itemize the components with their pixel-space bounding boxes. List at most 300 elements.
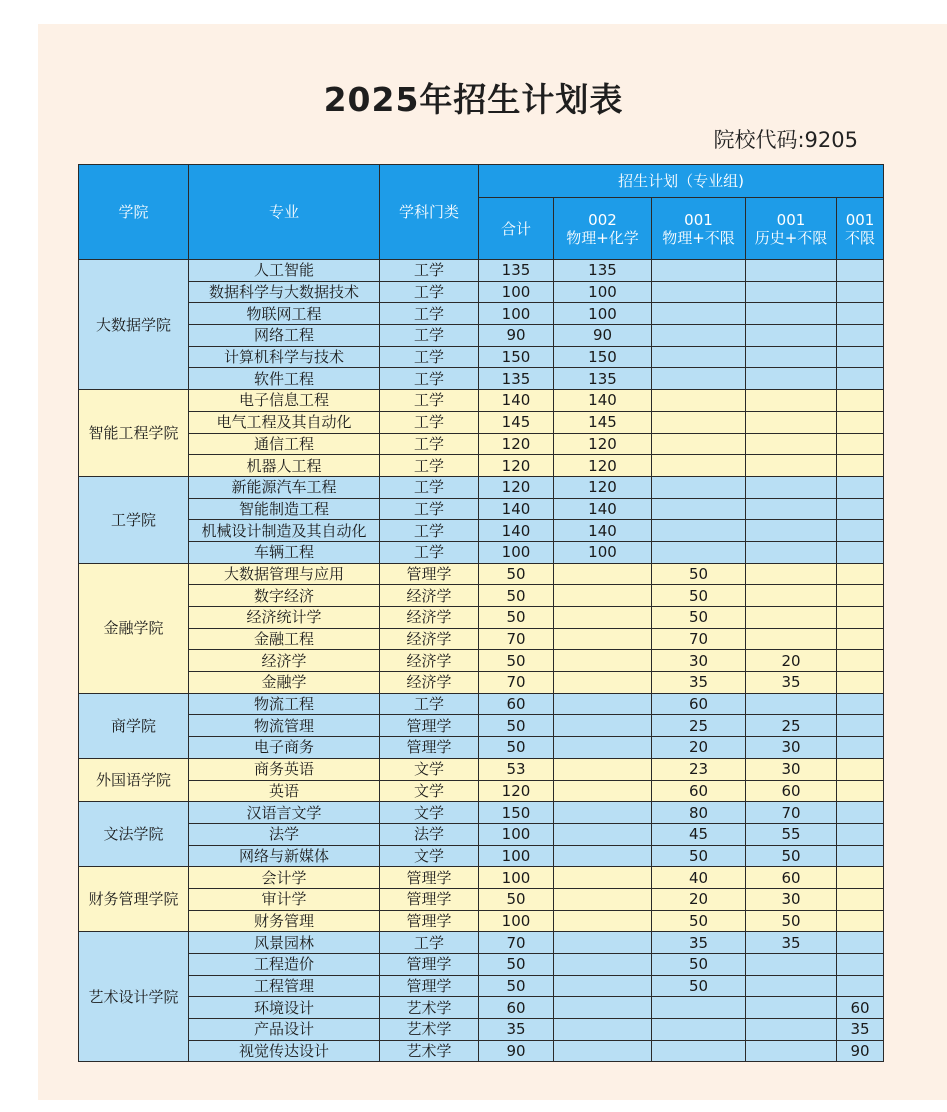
discipline-cell: 工学 — [380, 541, 479, 563]
total-cell: 140 — [479, 520, 554, 542]
group-2-cell — [652, 346, 746, 368]
group-1-cell — [554, 932, 652, 954]
total-cell: 60 — [479, 997, 554, 1019]
group-3-cell — [746, 628, 837, 650]
enrollment-plan-table — [78, 164, 884, 1062]
group-4-cell — [837, 628, 884, 650]
total-cell: 90 — [479, 325, 554, 347]
group-3-cell — [746, 281, 837, 303]
table-row — [79, 1040, 884, 1062]
college-cell: 外国语学院 — [79, 758, 189, 801]
table-row — [79, 368, 884, 390]
table-row — [79, 845, 884, 867]
discipline-cell: 艺术学 — [380, 997, 479, 1019]
group-3-cell — [746, 520, 837, 542]
group-1-cell — [554, 758, 652, 780]
group-2-cell — [652, 520, 746, 542]
total-cell: 120 — [479, 433, 554, 455]
group-2-cell — [652, 541, 746, 563]
table-row — [79, 693, 884, 715]
group-1-cell — [554, 650, 652, 672]
group-2-cell: 40 — [652, 867, 746, 889]
discipline-cell: 法学 — [380, 823, 479, 845]
group-3-cell — [746, 260, 837, 282]
group-1-cell — [554, 607, 652, 629]
group-3-cell — [746, 975, 837, 997]
discipline-cell: 工学 — [380, 411, 479, 433]
college-cell: 智能工程学院 — [79, 390, 189, 477]
total-cell: 100 — [479, 867, 554, 889]
discipline-cell: 工学 — [380, 260, 479, 282]
group-2-cell: 50 — [652, 954, 746, 976]
group-2-cell: 50 — [652, 563, 746, 585]
major-cell: 金融学 — [189, 672, 380, 694]
discipline-cell: 工学 — [380, 346, 479, 368]
total-cell: 60 — [479, 693, 554, 715]
group-1-cell: 140 — [554, 520, 652, 542]
discipline-cell: 工学 — [380, 390, 479, 412]
major-cell: 智能制造工程 — [189, 498, 380, 520]
major-cell: 电子商务 — [189, 737, 380, 759]
table-row — [79, 672, 884, 694]
header-group-3 — [746, 198, 837, 260]
group-4-cell — [837, 368, 884, 390]
group-2-cell — [652, 476, 746, 498]
major-cell: 英语 — [189, 780, 380, 802]
group-4-cell — [837, 975, 884, 997]
total-cell: 135 — [479, 368, 554, 390]
major-cell: 机器人工程 — [189, 455, 380, 477]
group-3-cell — [746, 498, 837, 520]
discipline-cell: 管理学 — [380, 737, 479, 759]
major-cell: 物联网工程 — [189, 303, 380, 325]
group-3-cell: 35 — [746, 932, 837, 954]
group-4-cell — [837, 823, 884, 845]
group-4-cell — [837, 672, 884, 694]
total-cell: 120 — [479, 476, 554, 498]
total-cell: 145 — [479, 411, 554, 433]
discipline-cell: 工学 — [380, 325, 479, 347]
total-cell: 50 — [479, 607, 554, 629]
discipline-cell: 经济学 — [380, 628, 479, 650]
group-3-cell: 25 — [746, 715, 837, 737]
group-1-cell: 135 — [554, 368, 652, 390]
total-cell: 50 — [479, 715, 554, 737]
total-cell: 50 — [479, 563, 554, 585]
group-1-cell — [554, 954, 652, 976]
total-cell: 100 — [479, 910, 554, 932]
group-3-cell: 50 — [746, 845, 837, 867]
table-row — [79, 585, 884, 607]
table-row — [79, 910, 884, 932]
group-2-cell: 25 — [652, 715, 746, 737]
major-cell: 电气工程及其自动化 — [189, 411, 380, 433]
group-1-cell: 120 — [554, 476, 652, 498]
group-1-cell — [554, 867, 652, 889]
group-3-cell — [746, 607, 837, 629]
group-2-cell — [652, 368, 746, 390]
group-2-cell: 50 — [652, 607, 746, 629]
major-cell: 网络与新媒体 — [189, 845, 380, 867]
group-3-cell — [746, 455, 837, 477]
group-2-cell — [652, 390, 746, 412]
total-cell: 120 — [479, 780, 554, 802]
discipline-cell: 文学 — [380, 758, 479, 780]
major-cell: 工程造价 — [189, 954, 380, 976]
college-cell: 艺术设计学院 — [79, 932, 189, 1062]
total-cell: 120 — [479, 455, 554, 477]
group-4-cell — [837, 498, 884, 520]
group-2-cell — [652, 281, 746, 303]
table-row — [79, 563, 884, 585]
table-row — [79, 802, 884, 824]
major-cell: 物流管理 — [189, 715, 380, 737]
group-4-cell — [837, 346, 884, 368]
table-row — [79, 607, 884, 629]
group-1-cell — [554, 737, 652, 759]
group-2-cell — [652, 325, 746, 347]
major-cell: 物流工程 — [189, 693, 380, 715]
group-2-cell: 50 — [652, 845, 746, 867]
table-row — [79, 455, 884, 477]
group-code: 001 — [776, 210, 806, 229]
major-cell: 网络工程 — [189, 325, 380, 347]
major-cell: 软件工程 — [189, 368, 380, 390]
discipline-cell: 管理学 — [380, 888, 479, 910]
group-code: 001 — [845, 210, 875, 229]
group-2-cell: 50 — [652, 975, 746, 997]
major-cell: 汉语言文学 — [189, 802, 380, 824]
group-1-cell: 120 — [554, 433, 652, 455]
total-cell: 50 — [479, 737, 554, 759]
table-row — [79, 411, 884, 433]
group-2-cell — [652, 260, 746, 282]
major-cell: 环境设计 — [189, 997, 380, 1019]
group-2-cell — [652, 411, 746, 433]
group-1-cell — [554, 628, 652, 650]
group-1-cell — [554, 975, 652, 997]
group-code: 002 — [588, 210, 617, 229]
group-1-cell: 100 — [554, 281, 652, 303]
header-major: 专业 — [189, 165, 380, 260]
major-cell: 经济统计学 — [189, 607, 380, 629]
major-cell: 产品设计 — [189, 1019, 380, 1041]
table-row — [79, 737, 884, 759]
total-cell: 53 — [479, 758, 554, 780]
group-1-cell: 140 — [554, 498, 652, 520]
group-1-cell — [554, 802, 652, 824]
header-college: 学院 — [79, 165, 189, 260]
total-cell: 140 — [479, 498, 554, 520]
group-4-cell — [837, 411, 884, 433]
group-4-cell: 60 — [837, 997, 884, 1019]
group-2-cell: 80 — [652, 802, 746, 824]
group-3-cell — [746, 433, 837, 455]
group-2-cell — [652, 303, 746, 325]
discipline-cell: 艺术学 — [380, 1019, 479, 1041]
group-4-cell — [837, 650, 884, 672]
group-3-cell: 70 — [746, 802, 837, 824]
group-2-cell: 60 — [652, 693, 746, 715]
group-4-cell — [837, 390, 884, 412]
major-cell: 人工智能 — [189, 260, 380, 282]
discipline-cell: 管理学 — [380, 715, 479, 737]
group-4-cell — [837, 433, 884, 455]
discipline-cell: 管理学 — [380, 910, 479, 932]
group-1-cell — [554, 823, 652, 845]
table-row — [79, 997, 884, 1019]
group-1-cell — [554, 1019, 652, 1041]
group-2-cell: 20 — [652, 888, 746, 910]
page-title: 2025年招生计划表 — [323, 80, 624, 119]
header-total: 合计 — [479, 198, 554, 260]
group-1-cell: 100 — [554, 303, 652, 325]
major-cell: 数据科学与大数据技术 — [189, 281, 380, 303]
group-subject: 历史+不限 — [754, 228, 828, 247]
major-cell: 工程管理 — [189, 975, 380, 997]
table-row — [79, 888, 884, 910]
total-cell: 150 — [479, 802, 554, 824]
group-2-cell — [652, 498, 746, 520]
group-2-cell: 35 — [652, 932, 746, 954]
group-2-cell: 50 — [652, 585, 746, 607]
group-3-cell: 30 — [746, 737, 837, 759]
table-row — [79, 498, 884, 520]
college-cell: 金融学院 — [79, 563, 189, 693]
group-2-cell: 60 — [652, 780, 746, 802]
group-3-cell: 30 — [746, 758, 837, 780]
discipline-cell: 工学 — [380, 368, 479, 390]
group-code: 001 — [684, 210, 713, 229]
discipline-cell: 管理学 — [380, 954, 479, 976]
group-2-cell: 35 — [652, 672, 746, 694]
group-1-cell — [554, 672, 652, 694]
group-4-cell — [837, 715, 884, 737]
discipline-cell: 艺术学 — [380, 1040, 479, 1062]
major-cell: 法学 — [189, 823, 380, 845]
group-3-cell — [746, 303, 837, 325]
group-4-cell — [837, 693, 884, 715]
discipline-cell: 工学 — [380, 693, 479, 715]
group-4-cell — [837, 585, 884, 607]
college-cell: 工学院 — [79, 476, 189, 563]
group-3-cell — [746, 411, 837, 433]
major-cell: 车辆工程 — [189, 541, 380, 563]
discipline-cell: 管理学 — [380, 975, 479, 997]
group-4-cell — [837, 758, 884, 780]
total-cell: 100 — [479, 303, 554, 325]
group-2-cell — [652, 433, 746, 455]
major-cell: 商务英语 — [189, 758, 380, 780]
table-row — [79, 390, 884, 412]
group-3-cell — [746, 954, 837, 976]
total-cell: 140 — [479, 390, 554, 412]
group-4-cell — [837, 455, 884, 477]
group-1-cell — [554, 997, 652, 1019]
college-cell: 大数据学院 — [79, 260, 189, 390]
major-cell: 机械设计制造及其自动化 — [189, 520, 380, 542]
group-2-cell: 20 — [652, 737, 746, 759]
header-plan-group: 招生计划（专业组) — [479, 165, 884, 198]
group-4-cell — [837, 954, 884, 976]
group-2-cell — [652, 455, 746, 477]
major-cell: 大数据管理与应用 — [189, 563, 380, 585]
group-4-cell — [837, 520, 884, 542]
table-row — [79, 867, 884, 889]
group-3-cell: 55 — [746, 823, 837, 845]
major-cell: 电子信息工程 — [189, 390, 380, 412]
discipline-cell: 经济学 — [380, 672, 479, 694]
header-discipline: 学科门类 — [380, 165, 479, 260]
table-row — [79, 975, 884, 997]
total-cell: 135 — [479, 260, 554, 282]
group-2-cell — [652, 1019, 746, 1041]
group-4-cell — [837, 910, 884, 932]
group-4-cell — [837, 260, 884, 282]
group-1-cell — [554, 780, 652, 802]
group-4-cell: 35 — [837, 1019, 884, 1041]
major-cell: 审计学 — [189, 888, 380, 910]
group-3-cell — [746, 346, 837, 368]
table-row — [79, 628, 884, 650]
group-4-cell — [837, 325, 884, 347]
group-3-cell: 50 — [746, 910, 837, 932]
group-1-cell — [554, 715, 652, 737]
group-3-cell — [746, 390, 837, 412]
table-row — [79, 932, 884, 954]
group-4-cell — [837, 737, 884, 759]
discipline-cell: 工学 — [380, 455, 479, 477]
major-cell: 金融工程 — [189, 628, 380, 650]
discipline-cell: 管理学 — [380, 867, 479, 889]
group-3-cell — [746, 1040, 837, 1062]
table-body — [79, 260, 884, 1062]
group-3-cell — [746, 325, 837, 347]
group-4-cell — [837, 476, 884, 498]
group-4-cell — [837, 780, 884, 802]
college-cell: 商学院 — [79, 693, 189, 758]
discipline-cell: 文学 — [380, 802, 479, 824]
total-cell: 100 — [479, 281, 554, 303]
table-row — [79, 281, 884, 303]
group-3-cell: 35 — [746, 672, 837, 694]
total-cell: 50 — [479, 650, 554, 672]
table-row — [79, 541, 884, 563]
group-4-cell — [837, 932, 884, 954]
group-1-cell — [554, 693, 652, 715]
group-2-cell: 50 — [652, 910, 746, 932]
discipline-cell: 工学 — [380, 498, 479, 520]
discipline-cell: 工学 — [380, 303, 479, 325]
total-cell: 70 — [479, 628, 554, 650]
major-cell: 通信工程 — [189, 433, 380, 455]
table-row — [79, 260, 884, 282]
group-3-cell — [746, 693, 837, 715]
group-2-cell: 45 — [652, 823, 746, 845]
discipline-cell: 文学 — [380, 845, 479, 867]
discipline-cell: 经济学 — [380, 585, 479, 607]
total-cell: 100 — [479, 541, 554, 563]
group-subject: 不限 — [845, 228, 876, 247]
group-1-cell — [554, 910, 652, 932]
discipline-cell: 工学 — [380, 433, 479, 455]
table-row — [79, 780, 884, 802]
group-subject: 物理+不限 — [662, 228, 735, 247]
college-cell: 文法学院 — [79, 802, 189, 867]
group-3-cell — [746, 585, 837, 607]
group-3-cell: 60 — [746, 867, 837, 889]
total-cell: 100 — [479, 845, 554, 867]
discipline-cell: 管理学 — [380, 563, 479, 585]
group-3-cell — [746, 541, 837, 563]
group-4-cell — [837, 303, 884, 325]
group-4-cell — [837, 281, 884, 303]
group-3-cell — [746, 1019, 837, 1041]
group-1-cell: 150 — [554, 346, 652, 368]
group-3-cell — [746, 563, 837, 585]
group-1-cell: 140 — [554, 390, 652, 412]
discipline-cell: 工学 — [380, 476, 479, 498]
group-4-cell — [837, 845, 884, 867]
table-row — [79, 823, 884, 845]
group-3-cell: 30 — [746, 888, 837, 910]
table-row — [79, 303, 884, 325]
group-1-cell: 135 — [554, 260, 652, 282]
total-cell: 150 — [479, 346, 554, 368]
school-code: 院校代码:9205 — [713, 128, 858, 152]
table-row — [79, 954, 884, 976]
table-row — [79, 715, 884, 737]
discipline-cell: 经济学 — [380, 650, 479, 672]
group-subject: 物理+化学 — [566, 228, 639, 247]
header-group-1 — [554, 198, 652, 260]
discipline-cell: 工学 — [380, 281, 479, 303]
table-row — [79, 325, 884, 347]
total-cell: 70 — [479, 932, 554, 954]
total-cell: 50 — [479, 975, 554, 997]
major-cell: 计算机科学与技术 — [189, 346, 380, 368]
group-4-cell — [837, 867, 884, 889]
group-1-cell — [554, 845, 652, 867]
total-cell: 50 — [479, 954, 554, 976]
total-cell: 50 — [479, 888, 554, 910]
group-2-cell — [652, 997, 746, 1019]
group-2-cell — [652, 1040, 746, 1062]
group-1-cell — [554, 888, 652, 910]
group-2-cell: 30 — [652, 650, 746, 672]
table-row — [79, 433, 884, 455]
total-cell: 35 — [479, 1019, 554, 1041]
major-cell: 经济学 — [189, 650, 380, 672]
group-1-cell — [554, 563, 652, 585]
table-row — [79, 650, 884, 672]
table-row — [79, 758, 884, 780]
major-cell: 风景园林 — [189, 932, 380, 954]
group-4-cell — [837, 563, 884, 585]
major-cell: 财务管理 — [189, 910, 380, 932]
group-3-cell — [746, 997, 837, 1019]
group-3-cell — [746, 368, 837, 390]
group-4-cell — [837, 607, 884, 629]
major-cell: 视觉传达设计 — [189, 1040, 380, 1062]
discipline-cell: 经济学 — [380, 607, 479, 629]
group-4-cell: 90 — [837, 1040, 884, 1062]
total-cell: 90 — [479, 1040, 554, 1062]
discipline-cell: 工学 — [380, 520, 479, 542]
college-cell: 财务管理学院 — [79, 867, 189, 932]
group-1-cell: 90 — [554, 325, 652, 347]
total-cell: 70 — [479, 672, 554, 694]
